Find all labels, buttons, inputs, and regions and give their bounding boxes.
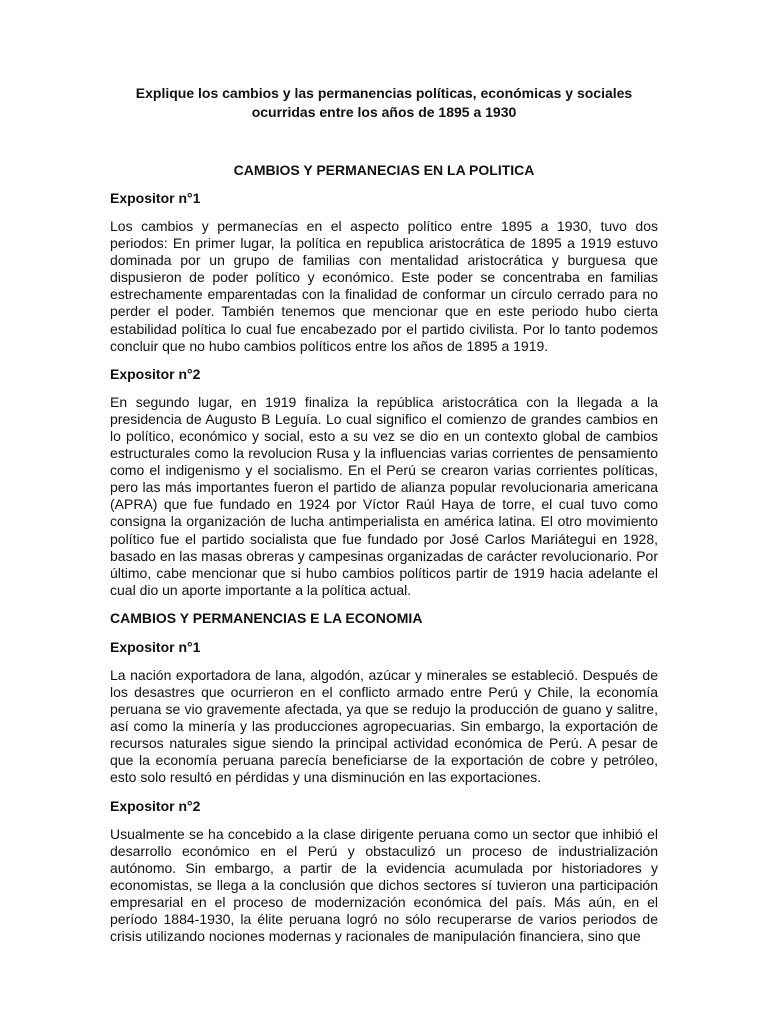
body-paragraph: Los cambios y permanecías en el aspecto político entre 1895 a 1930, tuvo dos periodos: En primer lugar, la política en republica aristocrática de 1895 a 1919 estuvo dominada por un grupo de familias con mentalidad aristocrática y burguesa que dispusieron de poder político y económico. Este poder se concentraba en familias estrechamente emparentadas con la finalidad de conformar un círculo cerrado para no perder el poder. También tenemos que mencionar que en este periodo hubo cierta estabilidad política lo cual fue encabezado por el partido civilista. Por lo tanto podemos concluir que no hubo cambios políticos entre los años de 1895 a 1919. (110, 218, 658, 354)
title-line-2: ocurridas entre los años de 1895 a 1930 (251, 104, 517, 120)
speaker-label: Expositor n°2 (110, 365, 201, 382)
speaker-label: Expositor n°1 (110, 638, 201, 655)
title-line-1: Explique los cambios y las permanencias políticas, económicas y sociales (135, 85, 633, 101)
document-title (110, 84, 658, 122)
body-paragraph: La nación exportadora de lana, algodón, azúcar y minerales se estableció. Después de los desastres que ocurrieron en el conflicto armado entre Perú y Chile, la economía peruana se vio gravemente afectada, ya que se redujo la producción de guano y salitre, así como la minería y las producciones agropecuarias. Sin embargo, la exportación de recursos naturales sigue siendo la principal actividad económica de Perú. A pesar de que la economía peruana parecía beneficiarse de la exportación de cobre y petróleo, esto solo resultó en pérdidas y una disminución en las exportaciones. (110, 666, 658, 786)
speaker-label: Expositor n°2 (110, 797, 201, 814)
section-heading-politics: CAMBIOS Y PERMANECIAS EN LA POLITICA (233, 162, 535, 178)
body-paragraph: Usualmente se ha concebido a la clase dirigente peruana como un sector que inhibió el desarrollo económico en el Perú y obstaculizó un proceso de industrialización autónomo. Sin embargo, a partir de la evidencia acumulada por historiadores y economistas, se llega a la conclusión que dichos sectores sí tuvieron una participación empresarial en el proceso de modernización económica del país. Más aún, en el período 1884-1930, la élite peruana logró no sólo recuperarse de varios periodos de crisis utilizando nociones modernas y racionales de manipulación financiera, sino que (110, 825, 658, 945)
speaker-label: Expositor n°1 (110, 190, 201, 206)
body-paragraph: En segundo lugar, en 1919 finaliza la república aristocrática con la llegada a la presidencia de Augusto B Leguía. Lo cual significo el comienzo de grandes cambios en lo político, económico y social, esto a su vez se dio en un contexto global de cambios estructurales como la revolucion Rusa y la influencias varias corrientes de pensamiento como el indigenismo y el socialismo. En el Perú se crearon varias corrientes políticas, pero las más importantes fueron el partido de alianza popular revolucionaria americana (APRA) que fue fundado en 1924 por Víctor Raúl Haya de torre, el cual tuvo como consigna la organización de lucha antimperialista en américa latina. El otro movimiento político fue el partido socialista que fue fundado por José Carlos Mariátegui en 1928, basado en las masas obreras y campesinas organizadas de carácter revolucionario. Por último, cabe mencionar que si hubo cambios políticos partir de 1919 hacia adelante el cual dio un aporte importante a la política actual. (110, 393, 658, 598)
section-heading-economy: CAMBIOS Y PERMANENCIAS E LA ECONOMIA (110, 609, 423, 626)
